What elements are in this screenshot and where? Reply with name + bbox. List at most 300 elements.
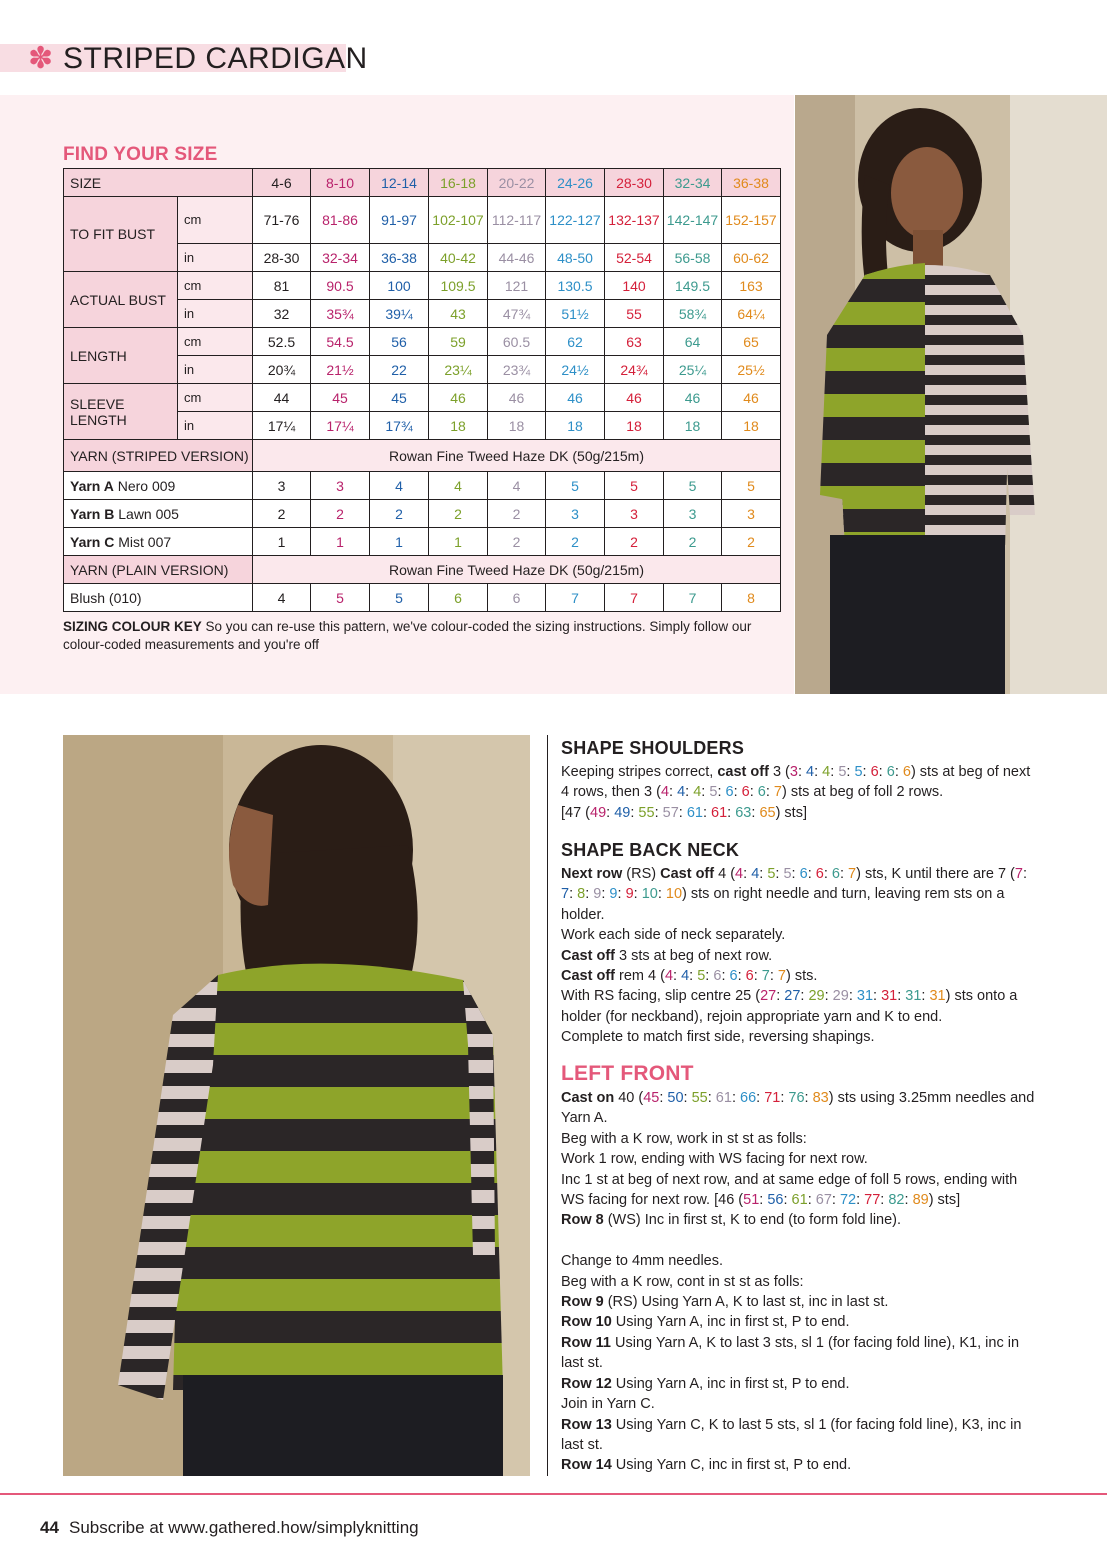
size-sequence: 7: 7: 8: 9: 9: 9: 10: 10: [561, 866, 1027, 903]
size-label: SIZE: [64, 169, 253, 197]
size-value: 5: [697, 968, 706, 985]
measurement-value: 130.5: [546, 272, 605, 300]
yarn-quantity: 3: [722, 500, 781, 528]
text: Inc 1 st at beg of next row, and at same edge of foll 5 rows, ending with WS facing for next row. [46 (: [561, 1171, 1018, 1209]
measurement-value: 17¾: [370, 412, 429, 440]
row-instruction: Using Yarn A, K to last 3 sts, sl 1 (for facing fold line), K1, inc in last st.: [561, 1334, 1020, 1372]
measurement-value: 60-62: [722, 244, 781, 272]
text: Beg with a K row, cont in st st as folls:: [561, 1273, 804, 1290]
yarn-quantity: 6: [429, 584, 488, 612]
unit-label: cm: [178, 328, 253, 356]
size-value: 7: [848, 866, 857, 882]
measurement-value: 121: [488, 272, 546, 300]
yarn-shade: Nero 009: [113, 477, 176, 494]
measurement-value: 22: [370, 356, 429, 384]
size-value: 27: [784, 988, 801, 1005]
size-value: 6: [870, 764, 879, 780]
measurement-value: 60.5: [488, 328, 546, 356]
measurement-value: 109.5: [429, 272, 488, 300]
measurement-value: 64: [664, 328, 722, 356]
row-instruction: Join in Yarn C.: [561, 1396, 655, 1413]
text: Complete to match first side, reversing shapings.: [561, 1029, 875, 1046]
size-value: 8: [577, 886, 586, 903]
measurement-value: 51½: [546, 300, 605, 328]
next-row-term: Next row: [561, 866, 623, 882]
yarn-quantity: 4: [429, 472, 488, 500]
measurement-value: 18: [546, 412, 605, 440]
size-value: 10: [665, 886, 683, 903]
row-instruction: Using Yarn A, inc in first st, P to end.: [611, 1314, 850, 1331]
yarn-quantity: 7: [664, 584, 722, 612]
measurement-row: [64, 384, 781, 412]
size-value: 57: [662, 804, 679, 821]
size-value: 7: [773, 784, 782, 801]
row-term: Row 14: [561, 1457, 612, 1474]
size-header-row: [64, 169, 781, 197]
measurement-value: 48-50: [546, 244, 605, 272]
size-header: 16-18: [429, 169, 488, 197]
yarn-plain-label: YARN (PLAIN VERSION): [64, 556, 253, 584]
text: ) sts]: [928, 1192, 961, 1209]
measurement-row: [64, 197, 781, 244]
row-term: Row 13: [561, 1416, 612, 1433]
front-view-photo: [795, 95, 1107, 694]
yarn-striped-row: [64, 440, 781, 472]
size-sequence: 45: 50: 55: 61: 66: 71: 76: 83: [643, 1090, 829, 1106]
row-instruction: Using Yarn A, inc in first st, P to end.: [611, 1375, 850, 1392]
unit-label: in: [178, 300, 253, 328]
measurement-value: 90.5: [311, 272, 370, 300]
shape-shoulders-text: [561, 762, 1041, 823]
measurement-value: 81-86: [311, 197, 370, 244]
sizing-key-label: SIZING COLOUR KEY: [63, 619, 202, 634]
yarn-name: Rowan Fine Tweed Haze DK (50g/215m): [253, 440, 781, 472]
yarn-striped-label: YARN (STRIPED VERSION): [64, 440, 253, 472]
size-value: 4: [677, 784, 686, 801]
yarn-quantity: 2: [722, 528, 781, 556]
row-instruction: Using Yarn C, inc in first st, P to end.: [611, 1457, 852, 1474]
size-value: 50: [667, 1090, 684, 1106]
size-header: 28-30: [605, 169, 664, 197]
text: ) sts.: [786, 968, 818, 985]
cast-off-term: Cast off: [561, 947, 615, 964]
measurement-value: 54.5: [311, 328, 370, 356]
measurement-value: 122-127: [546, 197, 605, 244]
size-value: 6: [815, 866, 824, 882]
measurement-value: 163: [722, 272, 781, 300]
measurement-value: 100: [370, 272, 429, 300]
row-term: Row 8: [561, 1212, 604, 1229]
size-value: 6: [831, 866, 840, 882]
size-value: 77: [864, 1192, 881, 1209]
row-instruction: (RS) Using Yarn A, K to last st, inc in last st.: [603, 1294, 889, 1311]
measurement-value: 35¾: [311, 300, 370, 328]
yarn-name: Rowan Fine Tweed Haze DK (50g/215m): [253, 556, 781, 584]
size-value: 7: [1014, 866, 1023, 882]
yarn-quantity: 1: [370, 528, 429, 556]
text: Change to 4mm needles.: [561, 1253, 724, 1270]
measurement-value: 40-42: [429, 244, 488, 272]
text: 4 (: [714, 866, 736, 882]
yarn-quantity: 6: [488, 584, 546, 612]
measurement-value: 140: [605, 272, 664, 300]
size-value: 5: [854, 764, 863, 780]
subscribe-link[interactable]: Subscribe at www.gathered.how/simplyknitting: [69, 1518, 419, 1537]
size-value: 4: [681, 968, 690, 985]
measurement-value: 36-38: [370, 244, 429, 272]
measurement-value: 112-117: [488, 197, 546, 244]
sizing-colour-key: [63, 618, 763, 654]
size-value: 10: [641, 886, 658, 903]
yarn-label: [64, 500, 253, 528]
yarn-plain-row: [64, 556, 781, 584]
size-sequence: 4: 4: 5: 6: 6: 6: 7: 7: [664, 968, 786, 985]
measurement-value: 55: [605, 300, 664, 328]
measurement-value: 18: [605, 412, 664, 440]
unit-label: cm: [178, 272, 253, 300]
yarn-quantity: 3: [605, 500, 664, 528]
measurement-value: 39¼: [370, 300, 429, 328]
text: 3 (: [768, 764, 790, 780]
size-value: 6: [741, 784, 750, 801]
size-sequence: 4: 4: 4: 5: 6: 6: 6: 7: [660, 784, 782, 801]
size-value: 76: [788, 1090, 805, 1106]
measurement-value: 91-97: [370, 197, 429, 244]
measurement-value: 32-34: [311, 244, 370, 272]
yarn-row: [64, 500, 781, 528]
size-value: 82: [888, 1192, 905, 1209]
row-term: Row 12: [561, 1375, 612, 1392]
size-value: 56: [767, 1192, 784, 1209]
measurement-value: 142-147: [664, 197, 722, 244]
size-value: 67: [815, 1192, 832, 1209]
yarn-letter: Yarn A: [70, 477, 114, 494]
size-header: 20-22: [488, 169, 546, 197]
row-term: Row 11: [561, 1334, 611, 1351]
measurement-value: 25¼: [664, 356, 722, 384]
text: ) sts using 3.25mm needles and Yarn A.: [561, 1090, 1035, 1127]
measurement-value: 28-30: [253, 244, 311, 272]
yarn-quantity: 3: [546, 500, 605, 528]
size-value: 6: [757, 784, 766, 801]
cast-off-term: Cast off: [660, 866, 715, 882]
measurement-value: 65: [722, 328, 781, 356]
text: Beg with a K row, work in st st as folls:: [561, 1130, 807, 1147]
yarn-quantity: 3: [664, 500, 722, 528]
measurement-value: 24½: [546, 356, 605, 384]
measurement-value: 52-54: [605, 244, 664, 272]
cast-off-term: cast off: [717, 764, 769, 780]
left-front-heading: LEFT FRONT: [561, 1062, 694, 1085]
size-value: 31: [905, 988, 922, 1005]
size-value: 89: [912, 1192, 929, 1209]
yarn-label: Blush (010): [64, 584, 253, 612]
measurement-value: 18: [429, 412, 488, 440]
size-value: 4: [751, 866, 760, 882]
measurement-value: 17¼: [311, 412, 370, 440]
measurement-value: 56: [370, 328, 429, 356]
size-value: 29: [808, 988, 825, 1005]
measurement-value: 43: [429, 300, 488, 328]
yarn-quantity: 2: [429, 500, 488, 528]
cast-off-term: Cast off: [561, 968, 615, 985]
yarn-quantity: 5: [311, 584, 370, 612]
size-value: 66: [740, 1090, 757, 1106]
size-value: 4: [735, 866, 744, 882]
shape-back-neck-text: [561, 864, 1041, 1048]
cast-on-term: Cast on: [561, 1090, 615, 1106]
size-value: 4: [664, 968, 674, 985]
yarn-quantity: 5: [664, 472, 722, 500]
left-front-text: [561, 1088, 1041, 1476]
yarn-quantity: 4: [370, 472, 429, 500]
size-value: 9: [593, 886, 602, 903]
yarn-quantity: 2: [488, 500, 546, 528]
measurement-value: 62: [546, 328, 605, 356]
size-value: 6: [902, 764, 911, 780]
measurement-value: 52.5: [253, 328, 311, 356]
size-value: 45: [643, 1090, 660, 1106]
text: ) sts, K until there are 7 (: [856, 866, 1015, 882]
measurement-value: 44: [253, 384, 311, 412]
measurement-value: 25½: [722, 356, 781, 384]
size-value: 72: [839, 1192, 857, 1209]
size-value: 6: [745, 968, 754, 985]
measurement-value: 24¾: [605, 356, 664, 384]
size-value: 5: [838, 764, 847, 780]
yarn-label: [64, 472, 253, 500]
measurement-value: 18: [664, 412, 722, 440]
measurement-value: 23¼: [429, 356, 488, 384]
size-value: 3: [789, 764, 798, 780]
yarn-quantity: 1: [253, 528, 311, 556]
size-value: 61: [711, 804, 728, 821]
size-value: 83: [812, 1090, 829, 1106]
text: Work each side of neck separately.: [561, 927, 786, 944]
size-value: 63: [735, 804, 752, 821]
yarn-row: [64, 472, 781, 500]
measurement-value: 56-58: [664, 244, 722, 272]
yarn-quantity: 2: [253, 500, 311, 528]
size-value: 55: [691, 1090, 708, 1106]
measurement-value: 71-76: [253, 197, 311, 244]
size-value: 65: [759, 804, 776, 821]
measurement-label: LENGTH: [64, 328, 178, 384]
measurement-value: 18: [488, 412, 546, 440]
measurement-value: 58¾: [664, 300, 722, 328]
back-view-photo: [63, 735, 530, 1476]
column-divider: [547, 735, 548, 1476]
size-value: 71: [764, 1090, 781, 1106]
size-value: 31: [929, 988, 946, 1005]
yarn-row: [64, 528, 781, 556]
measurement-value: 23¾: [488, 356, 546, 384]
text: ) sts at beg of foll 2 rows.: [782, 784, 944, 801]
unit-label: cm: [178, 384, 253, 412]
yarn-quantity: 1: [429, 528, 488, 556]
yarn-quantity: 7: [546, 584, 605, 612]
measurement-row: [64, 328, 781, 356]
measurement-value: 20¾: [253, 356, 311, 384]
size-header: 4-6: [253, 169, 311, 197]
text: ) sts at beg of next 4 rows, then 3 (: [561, 764, 1031, 801]
yarn-quantity: 5: [546, 472, 605, 500]
footer-rule: [0, 1493, 1107, 1495]
size-table: [63, 168, 781, 612]
size-value: 9: [609, 886, 618, 903]
measurement-row: [64, 272, 781, 300]
size-value: 61: [715, 1090, 732, 1106]
text: With RS facing, slip centre 25 (: [561, 988, 761, 1005]
left-front-rows: [561, 1294, 1021, 1473]
text: 3 sts at beg of next row.: [614, 947, 773, 964]
yarn-quantity: 4: [488, 472, 546, 500]
measurement-value: 44-46: [488, 244, 546, 272]
measurement-value: 45: [370, 384, 429, 412]
unit-label: in: [178, 412, 253, 440]
page-number: 44: [40, 1518, 59, 1537]
size-value: 31: [856, 988, 874, 1005]
measurement-value: 46: [605, 384, 664, 412]
size-value: 5: [709, 784, 718, 801]
text: Keeping stripes correct,: [561, 764, 718, 780]
size-header: 36-38: [722, 169, 781, 197]
yarn-quantity: 1: [311, 528, 370, 556]
unit-label: in: [178, 244, 253, 272]
text: 40 (: [614, 1090, 644, 1106]
row-term: Row 9: [561, 1294, 604, 1311]
yarn-quantity: 2: [370, 500, 429, 528]
size-value: 9: [625, 886, 634, 903]
size-value: 6: [725, 784, 734, 801]
unit-label: cm: [178, 197, 253, 244]
yarn-quantity: 2: [488, 528, 546, 556]
yarn-shade: Lawn 005: [114, 505, 179, 522]
measurement-value: 46: [722, 384, 781, 412]
measurement-value: 152-157: [722, 197, 781, 244]
measurement-value: 46: [546, 384, 605, 412]
size-value: 6: [799, 866, 808, 882]
size-header: 8-10: [311, 169, 370, 197]
measurement-value: 47¾: [488, 300, 546, 328]
size-header: 12-14: [370, 169, 429, 197]
measurement-label: SLEEVE LENGTH: [64, 384, 178, 440]
row-term: Row 10: [561, 1314, 612, 1331]
yarn-quantity: 7: [605, 584, 664, 612]
text: (WS) Inc in first st, K to end (to form fold line).: [603, 1212, 902, 1229]
size-value: 5: [783, 866, 792, 882]
yarn-letter: Yarn B: [70, 505, 115, 522]
yarn-quantity: 2: [546, 528, 605, 556]
yarn-quantity: 5: [722, 472, 781, 500]
measurement-value: 46: [664, 384, 722, 412]
measurement-value: 81: [253, 272, 311, 300]
size-value: 7: [761, 968, 770, 985]
sizing-key-text: So you can re-use this pattern, we've colour-coded the sizing instructions. Simply follow our colour-coded measurements and you're off: [63, 619, 752, 652]
text: ) sts]: [775, 804, 807, 821]
size-value: 49: [590, 804, 607, 821]
unit-label: in: [178, 356, 253, 384]
measurement-value: 102-107: [429, 197, 488, 244]
size-value: 4: [822, 764, 831, 780]
yarn-label: [64, 528, 253, 556]
text: (RS): [622, 866, 661, 882]
size-sequence: 49: 49: 55: 57: 61: 61: 63: 65: [590, 804, 776, 821]
measurement-value: 64¼: [722, 300, 781, 328]
size-header: 24-26: [546, 169, 605, 197]
size-value: 7: [777, 968, 786, 985]
yarn-letter: Yarn C: [70, 533, 115, 550]
measurement-value: 32: [253, 300, 311, 328]
measurement-value: 59: [429, 328, 488, 356]
yarn-quantity: 8: [722, 584, 781, 612]
size-value: 61: [686, 804, 703, 821]
text: ) sts on right needle and turn, leaving rem sts on a holder.: [561, 886, 1005, 923]
yarn-quantity: 3: [253, 472, 311, 500]
yarn-quantity: 2: [664, 528, 722, 556]
size-header: 32-34: [664, 169, 722, 197]
size-value: 4: [693, 784, 702, 801]
yarn-quantity: 2: [605, 528, 664, 556]
size-value: 7: [561, 886, 570, 903]
measurement-label: ACTUAL BUST: [64, 272, 178, 328]
text: ) sts onto a holder (for neckband), rejoin appropriate yarn and K to end.: [561, 988, 1018, 1025]
size-value: 31: [881, 988, 898, 1005]
measurement-value: 46: [429, 384, 488, 412]
size-sequence: 3: 4: 4: 5: 5: 6: 6: 6: [789, 764, 911, 780]
size-value: 61: [791, 1192, 808, 1209]
measurement-value: 132-137: [605, 197, 664, 244]
yarn-quantity: 4: [253, 584, 311, 612]
size-value: 29: [832, 988, 849, 1005]
shape-back-neck-heading: SHAPE BACK NECK: [561, 840, 740, 860]
find-your-size-heading: FIND YOUR SIZE: [63, 144, 218, 165]
yarn-quantity: 5: [370, 584, 429, 612]
size-value: 4: [806, 764, 815, 780]
size-value: 51: [743, 1192, 760, 1209]
size-value: 49: [614, 804, 631, 821]
measurement-value: 21½: [311, 356, 370, 384]
yarn-quantity: 2: [311, 500, 370, 528]
asterisk-flower-icon: ✽: [28, 42, 54, 75]
measurement-value: 17¼: [253, 412, 311, 440]
size-value: 6: [729, 968, 738, 985]
size-value: 5: [767, 866, 776, 882]
row-instruction: Using Yarn C, K to last 5 sts, sl 1 (for facing fold line), K3, inc in last st.: [561, 1416, 1022, 1453]
yarn-quantity: 3: [311, 472, 370, 500]
size-sequence: 27: 27: 29: 29: 31: 31: 31: 31: [760, 988, 946, 1005]
text: [47 (: [561, 804, 591, 821]
yarn-row: [64, 584, 781, 612]
size-sequence: 51: 56: 61: 67: 72: 77: 82: 89: [743, 1192, 929, 1209]
size-sequence: 4: 4: 5: 5: 6: 6: 6: 7: [735, 866, 857, 882]
size-value: 55: [638, 804, 655, 821]
size-value: 4: [660, 784, 670, 801]
text: Work 1 row, ending with WS facing for next row.: [561, 1151, 868, 1168]
size-value: 27: [760, 988, 777, 1005]
text: rem 4 (: [614, 968, 665, 985]
yarn-quantity: 5: [605, 472, 664, 500]
measurement-label: TO FIT BUST: [64, 197, 178, 272]
yarn-shade: Mist 007: [114, 533, 172, 550]
measurement-value: 18: [722, 412, 781, 440]
measurement-value: 63: [605, 328, 664, 356]
page-title: STRIPED CARDIGAN: [63, 42, 368, 75]
measurement-value: 46: [488, 384, 546, 412]
size-value: 6: [886, 764, 895, 780]
measurement-value: 149.5: [664, 272, 722, 300]
shape-shoulders-heading: SHAPE SHOULDERS: [561, 738, 745, 758]
